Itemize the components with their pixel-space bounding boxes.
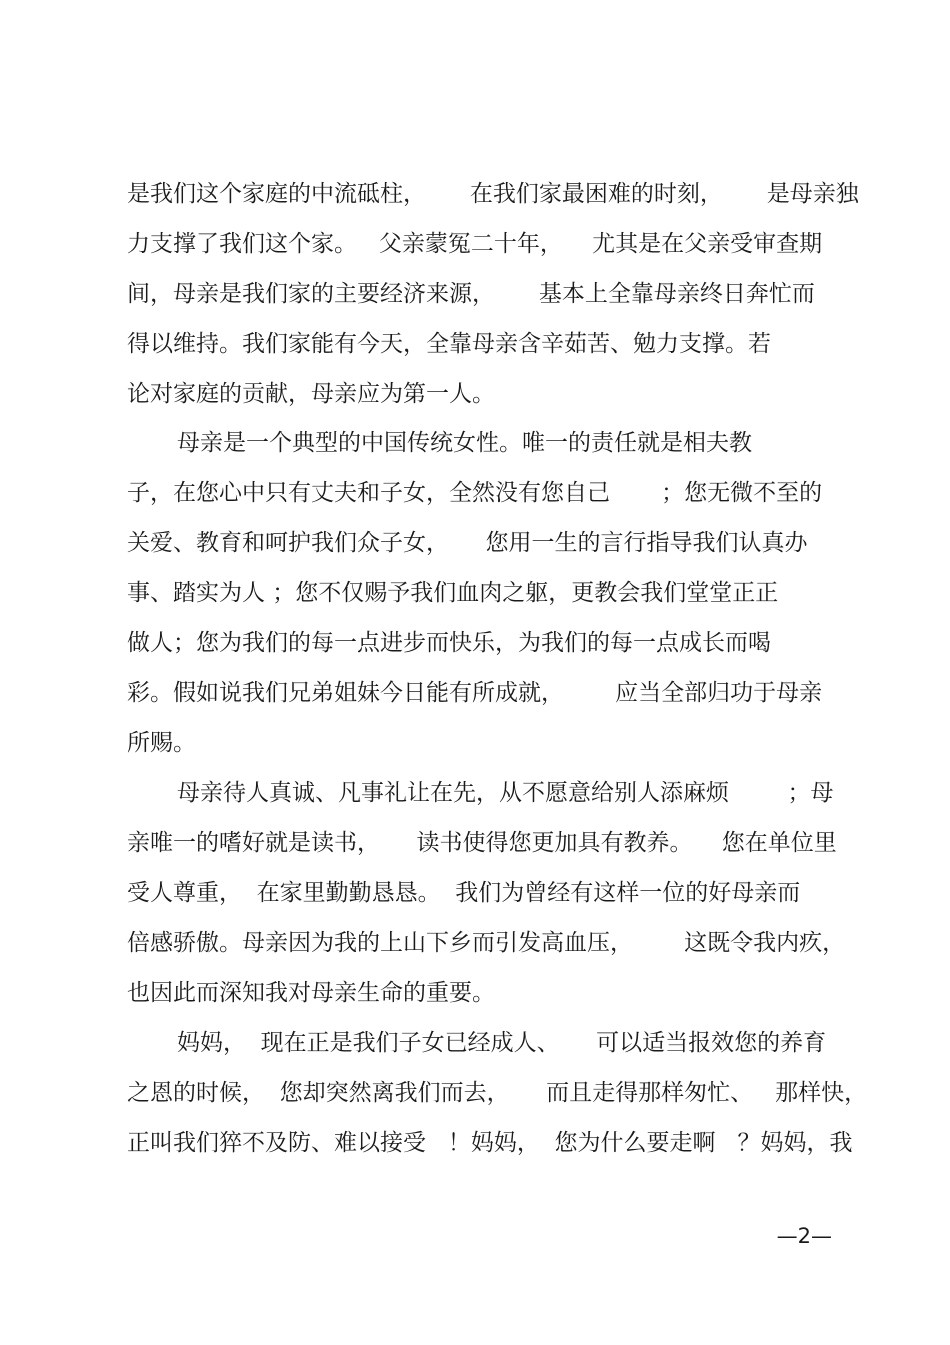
text-line: 力支撑了我们这个家。 父亲蒙冤二十年， 尤其是在父亲受审查期 — [127, 231, 823, 257]
text-line: 之恩的时候， 您却突然离我们而去， 而且走得那样匆忙、 那样快， — [127, 1080, 868, 1106]
text-line: 做人；您为我们的每一点进步而快乐，为我们的每一点成长而喝 — [127, 630, 771, 656]
text-line: 是我们这个家庭的中流砥柱， 在我们家最困难的时刻， 是母亲独 — [127, 181, 859, 207]
text-line: 倍感骄傲。母亲因为我的上山下乡而引发高血压， 这既令我内疚， — [127, 930, 846, 956]
paragraph-start-line: 母亲是一个典型的中国传统女性。唯一的责任就是相夫教 — [177, 430, 752, 456]
paragraph-start-line: 妈妈， 现在正是我们子女已经成人、 可以适当报效您的养育 — [177, 1030, 827, 1056]
text-line: 子，在您心中只有丈夫和子女，全然没有您自己 ；您无微不至的 — [127, 480, 823, 506]
text-line: 关爱、教育和呵护我们众子女， 您用一生的言行指导我们认真办 — [127, 530, 808, 556]
text-line: 正叫我们猝不及防、难以接受 ！妈妈， 您为什么要走啊 ？妈妈，我 — [127, 1130, 853, 1156]
text-line: 也因此而深知我对母亲生命的重要。 — [127, 980, 495, 1006]
paragraph-start-line: 母亲待人真诚、凡事礼让在先，从不愿意给别人添麻烦 ；母 — [177, 780, 834, 806]
text-line: 亲唯一的嗜好就是读书， 读书使得您更加具有教养。 您在单位里 — [127, 830, 837, 856]
text-line: 论对家庭的贡献，母亲应为第一人。 — [127, 381, 495, 407]
text-line: 事、踏实为人 ；您不仅赐予我们血肉之躯，更教会我们堂堂正正 — [127, 580, 779, 606]
text-line: 彩。假如说我们兄弟姐妹今日能有所成就， 应当全部归功于母亲 — [127, 680, 823, 706]
text-line: 受人尊重， 在家里勤勤恳恳。 我们为曾经有这样一位的好母亲而 — [127, 880, 801, 906]
page-number: —2— — [776, 1224, 832, 1248]
text-line: 得以维持。我们家能有今天，全靠母亲含辛茹苦、勉力支撑。若 — [127, 331, 771, 357]
text-line: 间，母亲是我们家的主要经济来源， 基本上全靠母亲终日奔忙而 — [127, 281, 815, 307]
text-line: 所赐。 — [127, 730, 196, 756]
